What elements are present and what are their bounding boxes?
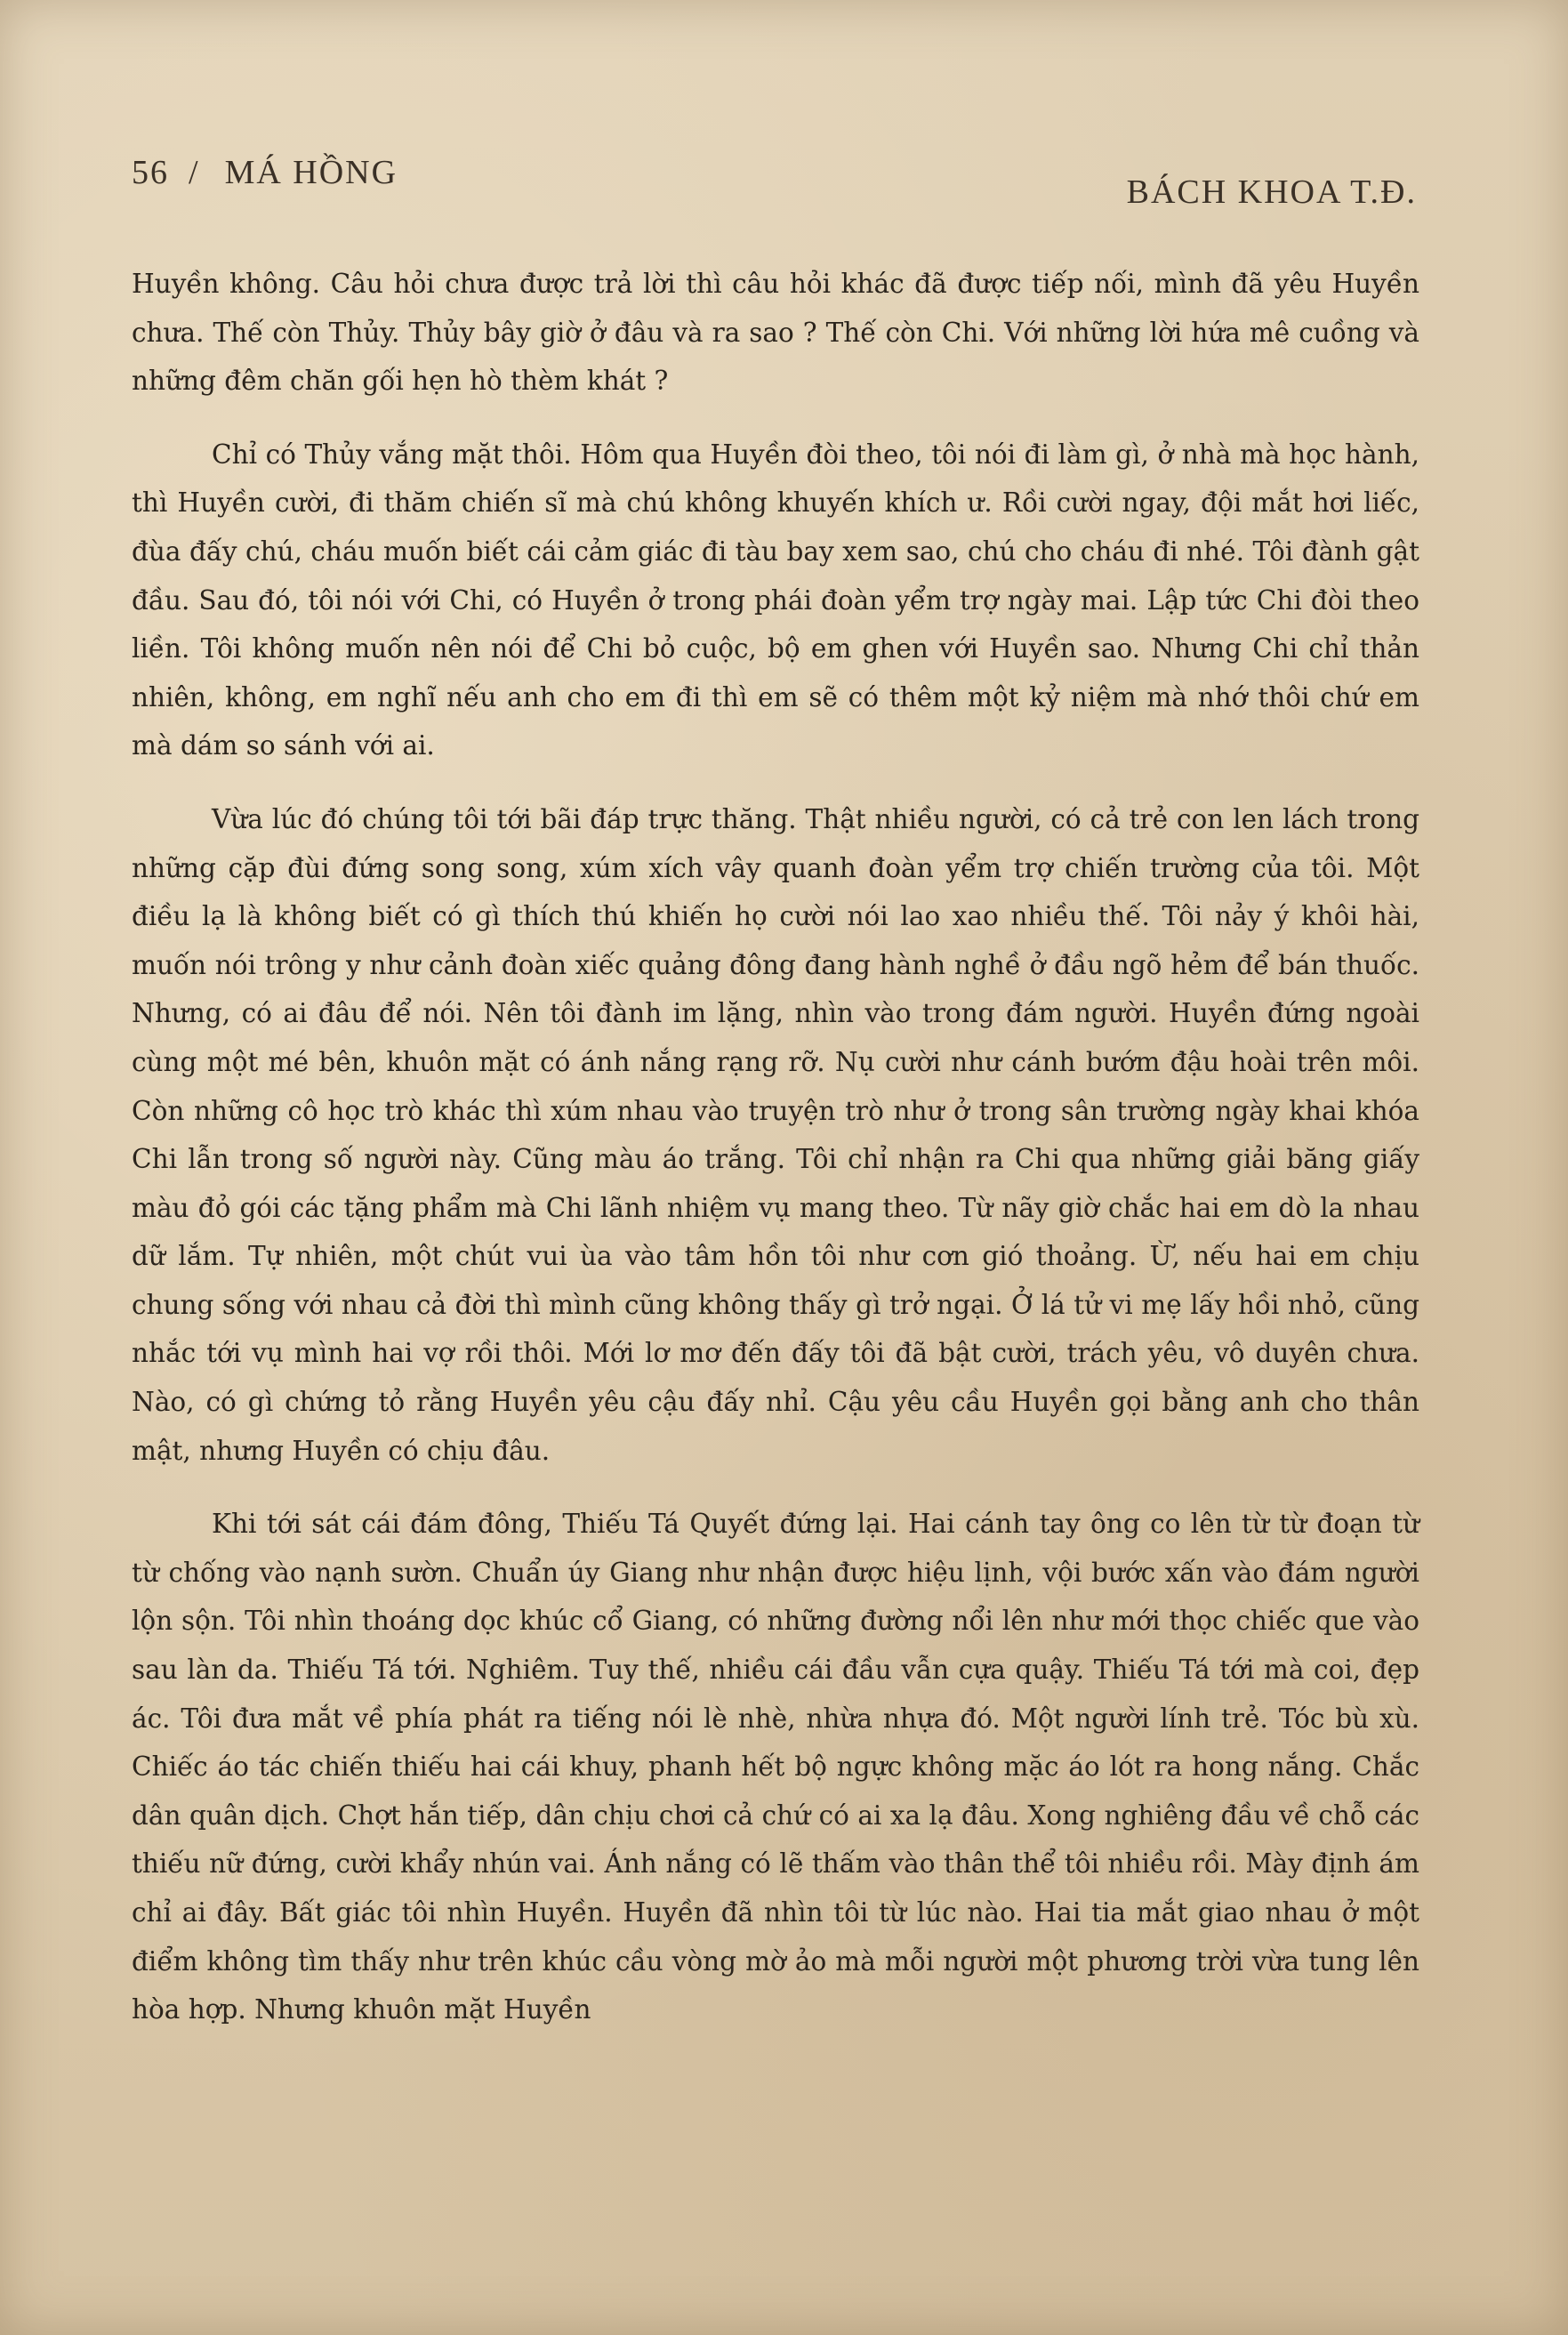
paragraph: Khi tới sát cái đám đông, Thiếu Tá Quyết đứng lại. Hai cánh tay ông co lên từ từ đoạn từ từ chống vào nạnh sườn. Chuẩn úy Giang như nhận được hiệu lịnh, vội bước xấn vào đám người lộn sộn. Tôi nhìn thoáng dọc khúc cổ Giang, có những đường nổi lên như mới thọc chiếc que vào sau làn da. Thiếu Tá tới. Nghiêm. Tuy thế, nhiều cái đầu vẫn cựa quậy. Thiếu Tá tới mà coi, đẹp ác. Tôi đưa mắt về phía phát ra tiếng nói lè nhè, nhừa nhựa đó. Một người lính trẻ. Tóc bù xù. Chiếc áo tác chiến thiếu hai cái khuy, phanh hết bộ ngực không mặc áo lót ra hong nắng. Chắc dân quân dịch. Chợt hắn tiếp, dân chịu chơi cả chứ có ai xa lạ đâu. Xong nghiêng đầu về chỗ các thiếu nữ đứng, cười khẩy nhún vai. Ánh nắng có lẽ thấm vào thân thể tôi nhiều rồi. Mày định ám chỉ ai đây. Bất giác tôi nhìn Huyền. Huyền đã nhìn tôi từ lúc nào. Hai tia mắt giao nhau ở một điểm không tìm thấy như trên khúc cầu vòng mờ ảo mà mỗi người một phương trời vừa tung lên hòa hợp. Nhưng khuôn mặt Huyền (132, 1509, 1419, 2025)
paragraph: Vừa lúc đó chúng tôi tới bãi đáp trực thăng. Thật nhiều người, có cả trẻ con len lách trong những cặp đùi đứng song song, xúm xích vây quanh đoàn yểm trợ chiến trường của tôi. Một điều lạ là không biết có gì thích thú khiến họ cười nói lao xao nhiều thế. Tôi nảy ý khôi hài, muốn nói trông y như cảnh đoàn xiếc quảng đông đang hành nghề ở đầu ngõ hẻm để bán thuốc. Nhưng, có ai đâu để nói. Nên tôi đành im lặng, nhìn vào trong đám người. Huyền đứng ngoài cùng một mé bên, khuôn mặt có ánh nắng rạng rỡ. Nụ cười như cánh bướm đậu hoài trên môi. Còn những cô học trò khác thì xúm nhau vào truyện trò như ở trong sân trường ngày khai khóa Chi lẫn trong số người này. Cũng màu áo trắng. Tôi chỉ nhận ra Chi qua những giải băng giấy màu đỏ gói các tặng phẩm mà Chi lãnh nhiệm vụ mang theo. Từ nãy giờ chắc hai em dò la nhau dữ lắm. Tự nhiên, một chút vui ùa vào tâm hồn tôi như cơn gió thoảng. Ừ, nếu hai em chịu chung sống với nhau cả đời thì mình cũng không thấy gì trở ngại. Ở lá tử vi mẹ lấy hồi nhỏ, cũng nhắc tới vụ mình hai vợ rồi thôi. Mới lơ mơ đến đấy tôi đã bật cười, trách yêu, vô duyên chưa. Nào, có gì chứng tỏ rằng Huyền yêu cậu đấy nhỉ. Cậu yêu cầu Huyền gọi bằng anh cho thân mật, nhưng Huyền có chịu đâu. (132, 803, 1419, 1466)
article-body (132, 260, 1419, 2059)
story-title: MÁ HỒNG (224, 154, 398, 191)
page-header (132, 153, 1417, 211)
paragraph: Huyền không. Câu hỏi chưa được trả lời thì câu hỏi khác đã được tiếp nối, mình đã yêu Huyền chưa. Thế còn Thủy. Thủy bây giờ ở đâu và ra sao ? Thế còn Chi. Với những lời hứa mê cuồng và những đêm chăn gối hẹn hò thèm khát ? (132, 269, 1419, 397)
header-separator: / (189, 154, 200, 191)
page-number: 56 (132, 154, 169, 191)
magazine-name: BÁCH KHOA T.Đ. (1126, 173, 1417, 211)
header-left (132, 153, 398, 192)
paragraph: Chỉ có Thủy vắng mặt thôi. Hôm qua Huyền đòi theo, tôi nói đi làm gì, ở nhà mà học hành, thì Huyền cười, đi thăm chiến sĩ mà chú không khuyến khích ư. Rồi cười ngay, đội mắt hơi liếc, đùa đấy chú, cháu muốn biết cái cảm giác đi tàu bay xem sao, chú cho cháu đi nhé. Tôi đành gật đầu. Sau đó, tôi nói với Chi, có Huyền ở trong phái đoàn yểm trợ ngày mai. Lập tức Chi đòi theo liền. Tôi không muốn nên nói để Chi bỏ cuộc, bộ em ghen với Huyền sao. Nhưng Chi chỉ thản nhiên, không, em nghĩ nếu anh cho em đi thì em sẽ có thêm một kỷ niệm mà nhớ thôi chứ em mà dám so sánh với ai. (132, 439, 1419, 761)
